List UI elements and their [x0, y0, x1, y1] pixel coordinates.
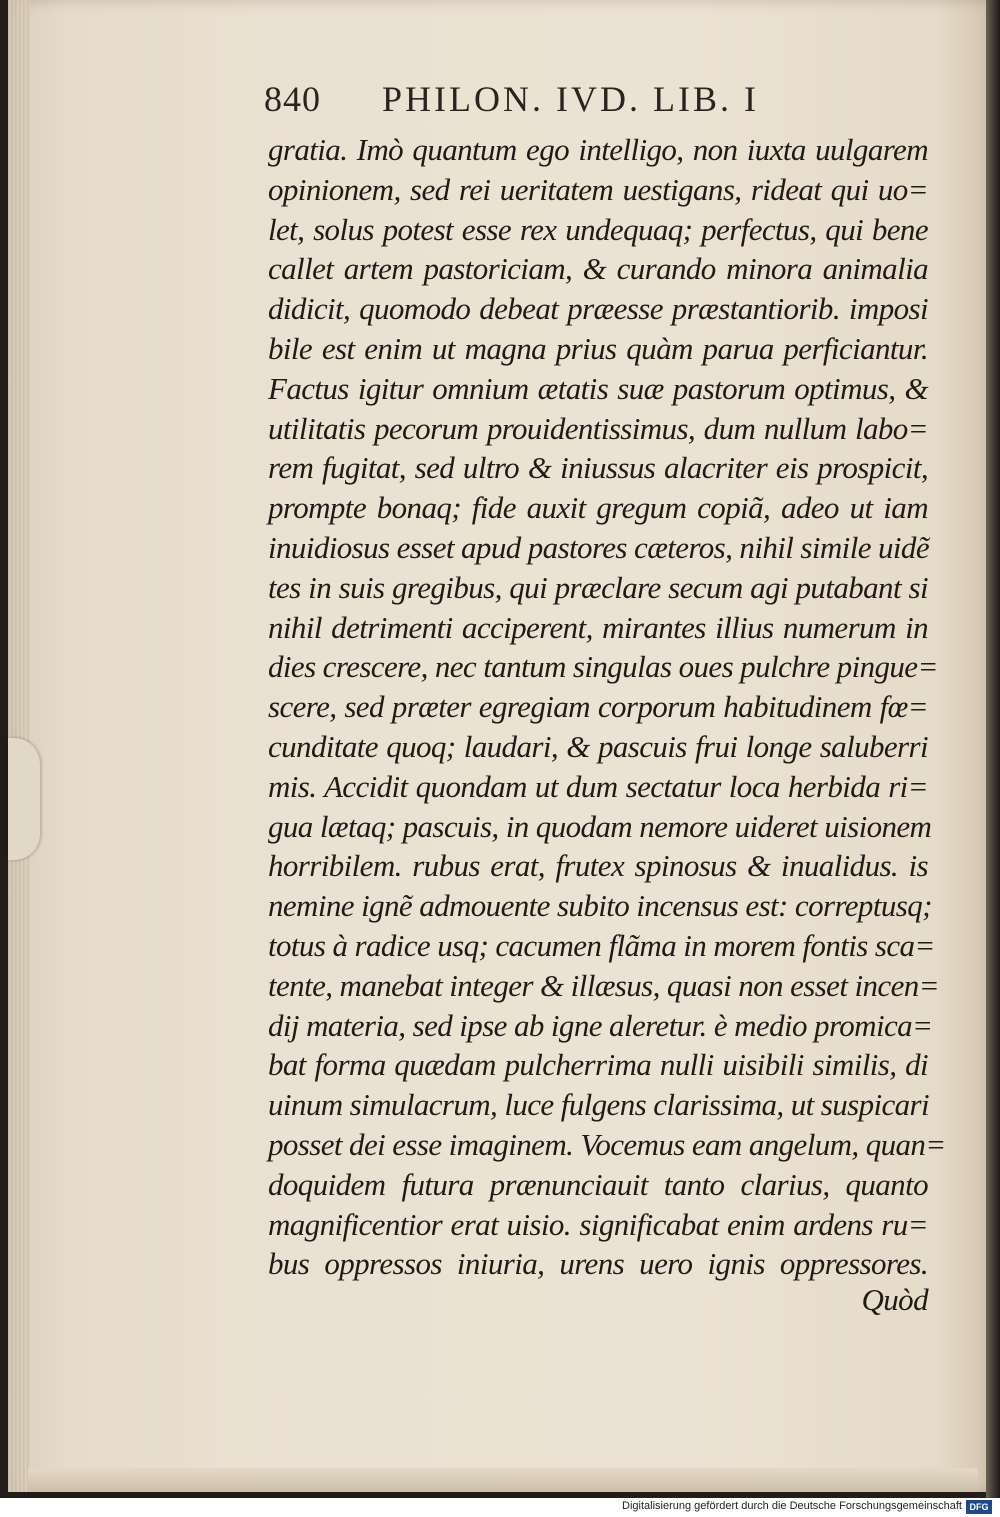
text-line: Factus igitur omnium ætatis suæ pastorum optimus, & [268, 370, 928, 406]
text-line: doquidem futura prænunciauit tanto clarius, quanto [268, 1166, 928, 1202]
dfg-logo[interactable]: DFG [966, 1500, 992, 1514]
text-line: bile est enim ut magna prius quàm parua perficiantur. [268, 330, 928, 366]
text-line: magnificentior erat uisio. significabat enim ardens ru= [268, 1206, 928, 1242]
text-line: totus à radice usq; cacumen flãma in morem fontis sca= [268, 927, 935, 963]
text-line: dies crescere, nec tantum singulas oues pulchre pingue= [268, 649, 938, 685]
running-head-title: PHILON. IVD. LIB. I [382, 79, 759, 119]
text-line: nihil detrimenti acciperent, mirantes illius numerum in [268, 609, 928, 645]
text-line: mis. Accidit quondam ut dum sectatur loca herbida ri= [268, 768, 928, 804]
page-bottom-edge [28, 1468, 978, 1492]
text-line: dij materia, sed ipse ab igne aleretur. è medio promica= [268, 1007, 933, 1043]
text-line: gua lætaq; pascuis, in quodam nemore uideret uisionem [268, 808, 932, 844]
text-line: opinionem, sed rei ueritatem uestigans, rideat qui uo= [268, 171, 928, 207]
catchword: Quòd [861, 1282, 928, 1318]
text-line: rem fugitat, sed ultro & iniussus alacriter eis prospicit, [268, 450, 928, 486]
text-line: nemine ignẽ admouente subito incensus est: correptusq; [268, 888, 932, 924]
body-text [268, 130, 946, 1320]
text-line: bat forma quædam pulcherrima nulli uisibili similis, di [268, 1047, 928, 1083]
text-line: prompte bonaq; fide auxit gregum copiã, adeo ut iam [268, 490, 928, 526]
text-line: didicit, quomodo debeat præesse præstantiorib. imposi [268, 291, 928, 327]
text-line: uinum simulacrum, luce fulgens clarissima, ut suspicari [268, 1087, 930, 1123]
text-line: inuidiosus esset apud pastores cæteros, nihil simile uidẽ [268, 529, 929, 565]
text-line: posset dei esse imaginem. Vocemus eam angelum, quan= [268, 1126, 946, 1162]
text-line: utilitatis pecorum prouidentissimus, dum nullum labo= [268, 410, 928, 446]
text-line: cunditate quoq; laudari, & pascuis frui longe saluberri [268, 728, 928, 764]
text-line: callet artem pastoriciam, & curando minora animalia [268, 251, 928, 287]
page-clip-tab [8, 738, 40, 860]
text-line: let, solus potest esse rex undequaq; perfectus, qui bene [268, 211, 928, 247]
funding-credit: Digitalisierung gefördert durch die Deutsche Forschungsgemeinschaft [622, 1500, 962, 1512]
book-binding [986, 0, 1000, 1498]
text-line: gratia. Imò quantum ego intelligo, non iuxta uulgarem [268, 132, 928, 167]
running-header [264, 78, 924, 120]
page-number: 840 [264, 79, 321, 119]
text-line: horribilem. rubus erat, frutex spinosus & inualidus. is [268, 848, 928, 884]
text-line: bus oppressos iniuria, urens uero ignis oppressores. [268, 1246, 928, 1282]
text-line: tes in suis gregibus, qui præclare secum agi putabant si [268, 569, 928, 605]
text-line: tente, manebat integer & illæsus, quasi non esset incen= [268, 967, 939, 1003]
text-line: scere, sed præter egregiam corporum habitudinem fœ= [268, 689, 928, 725]
